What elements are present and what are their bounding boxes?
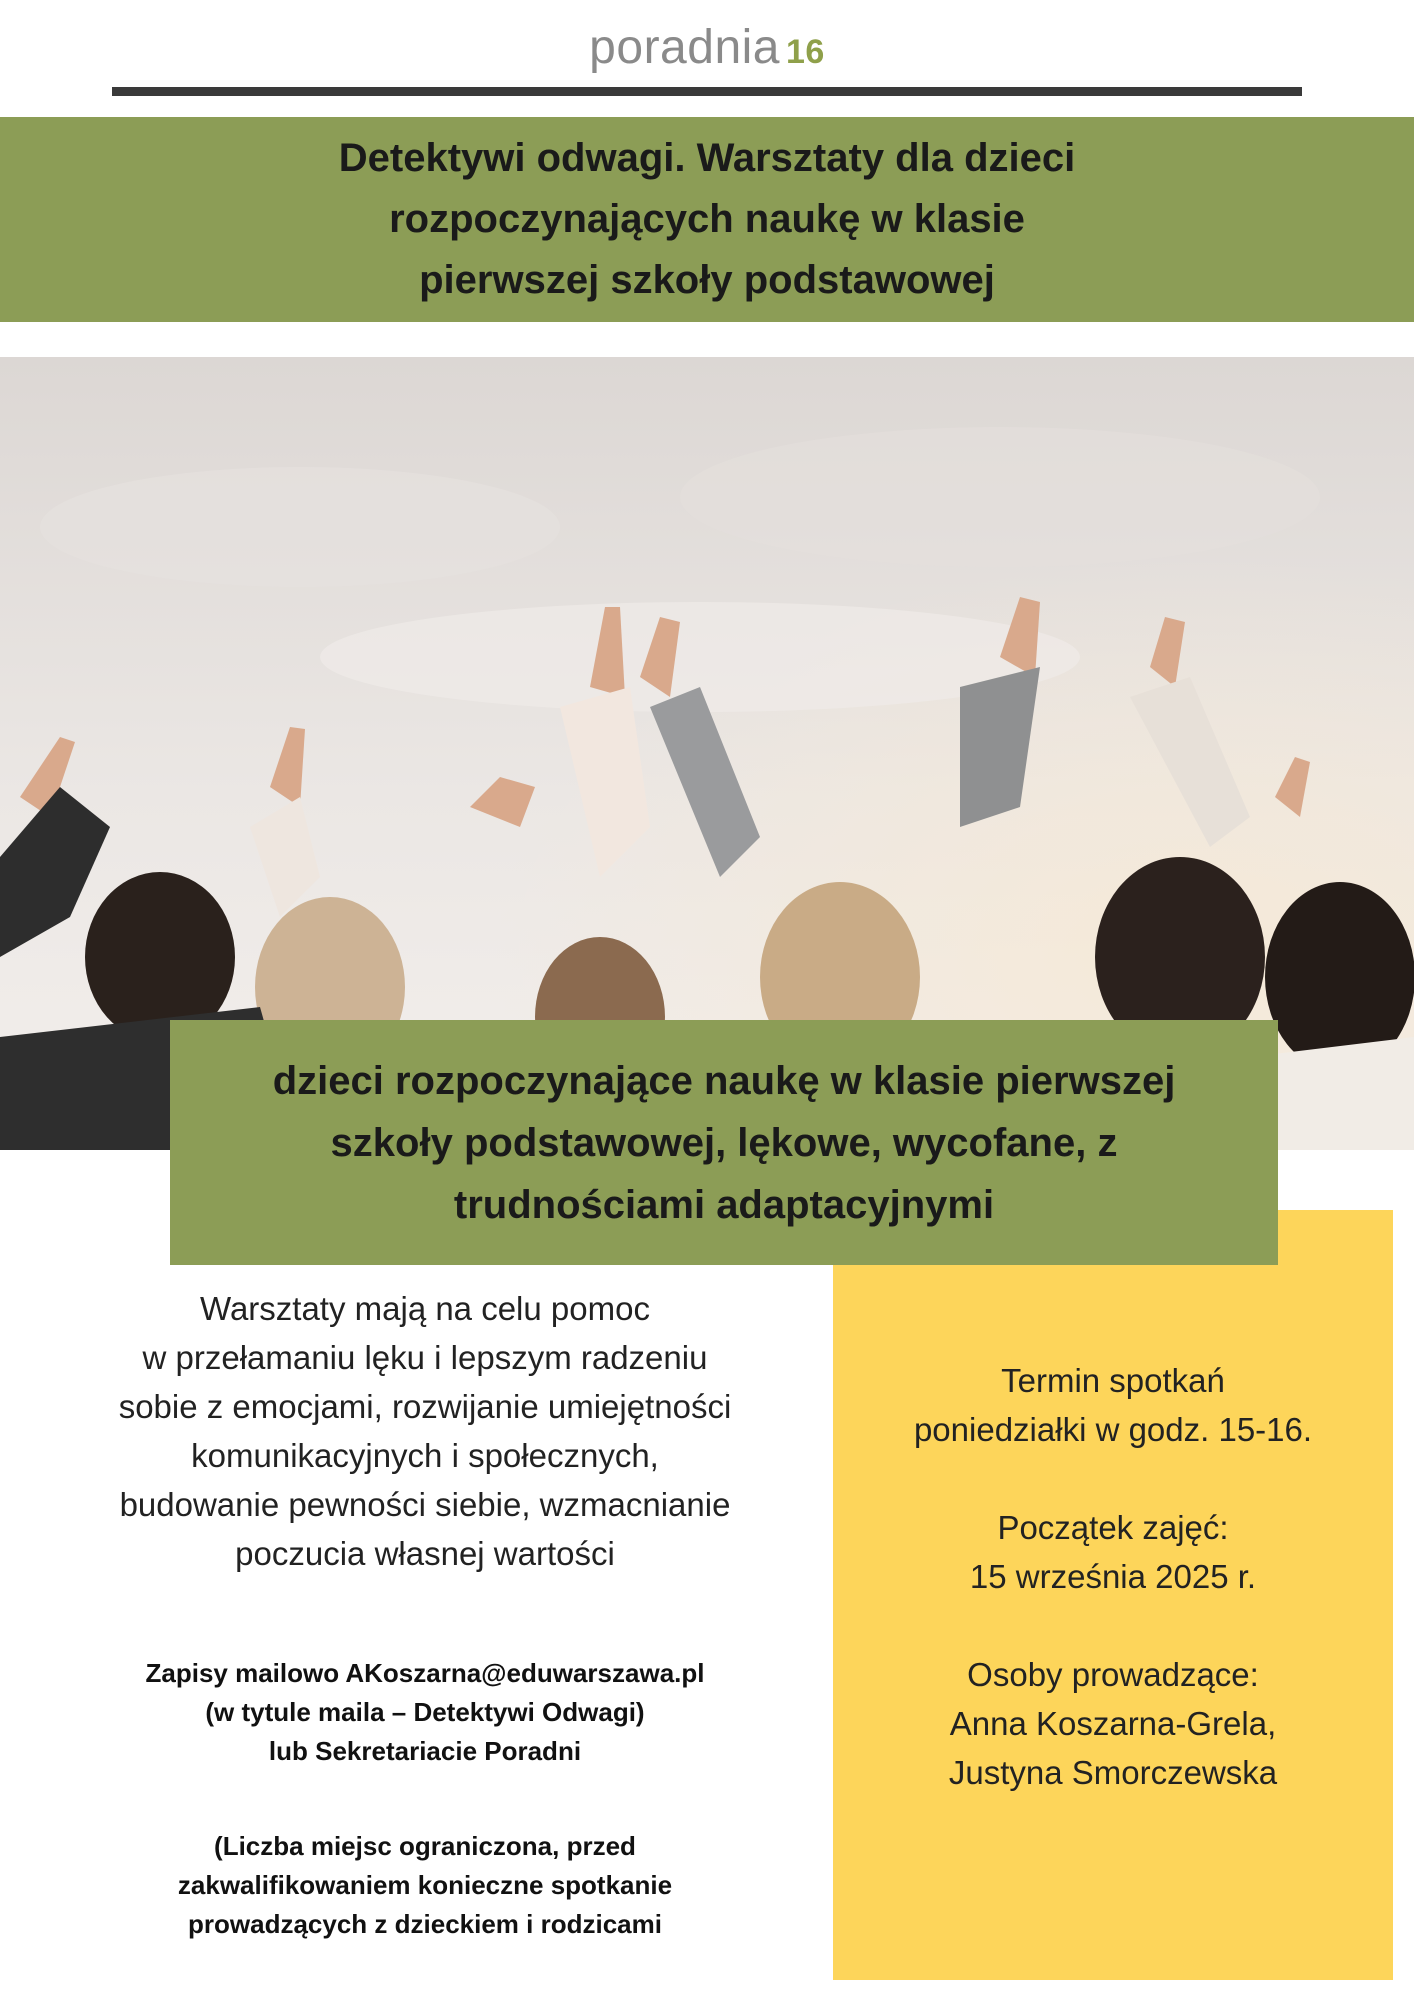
signup-note-line: (Liczba miejsc ograniczona, przed [214, 1831, 636, 1861]
description-line: budowanie pewności siebie, wzmacnianie [119, 1486, 731, 1523]
logo-word: poradnia [589, 21, 780, 74]
page-title [257, 128, 1157, 311]
description-line: Warsztaty mają na celu pomoc [200, 1290, 650, 1327]
audience-line: dzieci rozpoczynające naukę w klasie pierwszej [272, 1058, 1176, 1103]
leaders-label: Osoby prowadzące: [967, 1656, 1259, 1693]
signup-info [30, 1654, 820, 1944]
description [30, 1284, 820, 1578]
signup-line: Zapisy mailowo AKoszarna@eduwarszawa.pl [145, 1658, 705, 1688]
header-divider [112, 87, 1302, 96]
signup-line: (w tytule maila – Detektywi Odwagi) [205, 1697, 645, 1727]
audience-text [273, 1050, 1176, 1236]
title-line: pierwszej szkoły podstawowej [419, 258, 995, 302]
title-band [0, 117, 1414, 322]
description-line: sobie z emocjami, rozwijanie umiejętności [118, 1388, 732, 1425]
start-label: Początek zajęć: [997, 1509, 1229, 1546]
audience-band [170, 1020, 1278, 1265]
audience-line: trudnościami adaptacyjnymi [453, 1182, 995, 1227]
description-line: poczucia własnej wartości [235, 1535, 615, 1572]
start-value: 15 września 2025 r. [969, 1558, 1257, 1595]
signup-note-line: zakwalifikowaniem konieczne spotkanie [177, 1870, 673, 1900]
description-line: w przełamaniu lęku i lepszym radzeniu [142, 1339, 708, 1376]
title-line: Detektywi odwagi. Warsztaty dla dzieci [338, 136, 1076, 180]
schedule-info [833, 1356, 1393, 1797]
signup-note-line: prowadzących z dzieckiem i rodzicami [188, 1909, 662, 1939]
audience-line: szkoły podstawowej, lękowe, wycofane, z [330, 1120, 1118, 1165]
leader-name: Justyna Smorczewska [948, 1754, 1278, 1791]
term-label: Termin spotkań [1001, 1362, 1225, 1399]
term-value: poniedziałki w godz. 15-16. [913, 1411, 1313, 1448]
signup-line: lub Sekretariacie Poradni [268, 1736, 582, 1766]
leader-name: Anna Koszarna-Grela, [949, 1705, 1277, 1742]
logo-number: 16 [786, 33, 825, 71]
logo [0, 20, 1414, 75]
title-line: rozpoczynających naukę w klasie [389, 197, 1025, 241]
description-line: komunikacyjnych i społecznych, [191, 1437, 659, 1474]
